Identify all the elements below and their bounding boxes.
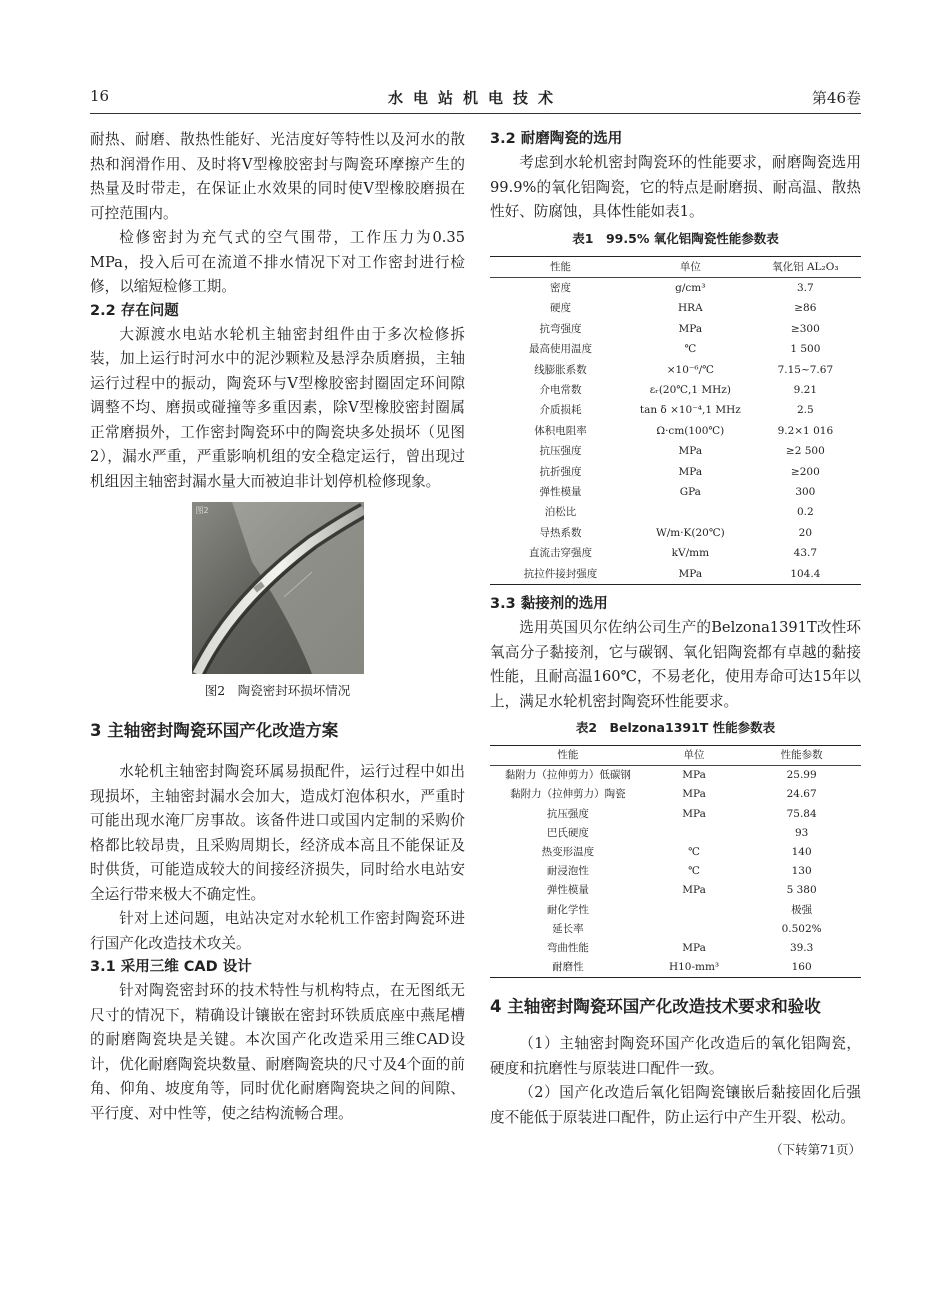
table-cell: 泊松比 [544, 506, 577, 519]
table-cell: MPa [682, 807, 706, 820]
table-row [490, 881, 861, 900]
table-cell: 体积电阻率 [534, 424, 587, 437]
paragraph: （2）国产化改造后氧化铝陶瓷镶嵌后黏接固化后强度不能低于原装进口配件，防止运行中产生开裂、松动。 [490, 1084, 861, 1126]
table-cell: 9.21 [793, 383, 818, 396]
table-cell [646, 824, 742, 843]
table-row [490, 339, 861, 359]
table-cell: 耐浸泡性 [546, 865, 589, 878]
table-row [490, 920, 861, 939]
table-row [490, 360, 861, 380]
table-cell: 3.7 [796, 281, 814, 294]
table-cell: 0.2 [796, 506, 814, 519]
table-cell: 抗压强度 [539, 445, 582, 458]
table-cell: kV/mm [671, 547, 710, 560]
table-cell: 2.5 [796, 404, 814, 417]
table-cell: g/cm³ [675, 281, 706, 294]
table-cell: 最高使用温度 [528, 343, 592, 356]
table-cell: MPa [682, 884, 706, 897]
section-heading-2-2: 2.2 存在问题 [90, 302, 179, 319]
table-cell [631, 502, 750, 522]
table-row [490, 939, 861, 958]
table-cell: 1 500 [790, 343, 821, 356]
table-cell: 抗压强度 [546, 807, 589, 820]
table-header: 性能参数 [780, 749, 823, 761]
section-heading-3-3: 3.3 黏接剂的选用 [490, 596, 608, 612]
table-cell: 弹性模量 [539, 485, 582, 498]
table-row [490, 824, 861, 843]
table-cell: MPa [678, 465, 703, 478]
table-header: 氧化铝 AL₂O₃ [772, 260, 839, 273]
volume-number: 第46卷 [811, 89, 861, 107]
table-header: 单位 [683, 749, 705, 761]
table-cell [646, 920, 742, 939]
table-cell: 线膨胀系数 [534, 363, 587, 376]
table-cell: 弹性模量 [546, 884, 589, 897]
table-row [490, 298, 861, 318]
table-row [490, 862, 861, 881]
left-column [90, 128, 465, 1126]
table-cell: MPa [682, 788, 706, 801]
right-column [490, 128, 861, 1158]
table-row [490, 502, 861, 522]
table-cell: 104.4 [790, 567, 821, 580]
table-cell: 0.502% [781, 922, 822, 935]
table-row [490, 277, 861, 298]
table-belzona-properties [490, 745, 861, 978]
table-row [490, 785, 861, 804]
header-rule [90, 113, 861, 114]
paragraph: 检修密封为充气式的空气围带，工作压力为0.35 MPa，投入后可在流道不排水情况下对工作密封进行检修，以缩短检修工期。 [90, 229, 465, 295]
table-cell: 300 [795, 485, 816, 498]
table-header: 单位 [679, 260, 701, 273]
table-cell: 热变形温度 [541, 846, 595, 859]
table-cell: 抗拉件接封强度 [523, 567, 598, 580]
table-cell: 极强 [791, 903, 813, 916]
table-cell: ×10⁻⁶/℃ [666, 363, 714, 376]
table-cell: 130 [791, 865, 812, 878]
table1-caption: 表1 99.5% 氧化铝陶瓷性能参数表 [572, 230, 779, 246]
table-cell: 160 [791, 961, 812, 974]
figure-ceramic-ring-photo [192, 502, 364, 674]
section-heading-3-1: 3.1 采用三维 CAD 设计 [90, 959, 252, 975]
table-cell: ≥300 [790, 322, 820, 335]
figure-caption: 图2 陶瓷密封环损坏情况 [204, 683, 351, 698]
table-cell: 43.7 [793, 547, 818, 560]
table-cell: 巴氏硬度 [546, 826, 589, 839]
table-row [490, 319, 861, 339]
table-cell: 24.67 [786, 788, 817, 801]
table-cell: GPa [679, 485, 701, 498]
table-cell: ≥86 [794, 302, 817, 315]
table-cell: 抗弯强度 [539, 322, 582, 335]
table-cell: ℃ [688, 865, 700, 878]
photo-illustration [192, 502, 364, 674]
table-cell: 140 [791, 846, 812, 859]
table-cell: Ω·cm(100℃) [656, 424, 725, 437]
table-row [490, 564, 861, 585]
journal-title: 水电站机电技术 [387, 89, 563, 107]
table-cell: 9.2×1 016 [777, 424, 834, 437]
table-cell: 黏附力（拉伸剪力）陶瓷 [510, 788, 626, 801]
paragraph: 水轮机主轴密封陶瓷环属易损配件，运行过程中如出现损坏，主轴密封漏水会加大，造成灯泡体积水，严重时可能出现水淹厂房事故。该备件进口或国内定制的采购价格都比较昂贵，且采购周期长，经济成本高且不能保证及时供货，可能造成较大的间接经济损失，同时给水电站安全运行带来极大不确定性。 [90, 763, 465, 903]
page-header [90, 87, 861, 109]
table-cell: 延长率 [552, 922, 584, 935]
table-cell: 介电常数 [539, 383, 582, 396]
table-cell: 7.15~7.67 [777, 363, 834, 376]
table-cell: MPa [678, 567, 703, 580]
table-cell: 弯曲性能 [546, 942, 589, 955]
table-cell: HRA [678, 302, 703, 315]
table-header: 性能 [557, 749, 579, 761]
table-cell: tan δ ×10⁻⁴,1 MHz [639, 404, 741, 417]
table-cell: MPa [678, 445, 703, 458]
table-cell: 介质损耗 [539, 404, 582, 417]
table-cell: 5 380 [786, 884, 817, 897]
paragraph: 针对上述问题，电站决定对水轮机工作密封陶瓷环进行国产化改造技术攻关。 [90, 910, 465, 952]
section-heading-4: 4 主轴密封陶瓷环国产化改造技术要求和验收 [490, 997, 821, 1017]
table-cell: 导热系数 [539, 526, 582, 539]
table-cell: 75.84 [786, 807, 817, 820]
table-cell: ≥2 500 [785, 445, 825, 458]
figure-inset-label: 图2 [195, 506, 209, 515]
table-cell: 密度 [549, 281, 571, 294]
table-cell: 耐化学性 [546, 903, 589, 916]
paragraph: 针对陶瓷密封环的技术特性与机构特点，在无图纸无尺寸的情况下，精确设计镶嵌在密封环铁质底座中燕尾槽的耐磨陶瓷块是关键。本次国产化改造采用三维CAD设计，优化耐磨陶瓷块数量、耐磨陶瓷块的尺寸及4个面的前角、仰角、坡度角等，同时优化耐磨陶瓷块之间的间隙、平行度、对中性等，使之结构流畅合理。 [90, 982, 465, 1122]
table-row [490, 421, 861, 441]
table-row [490, 462, 861, 482]
paragraph: 考虑到水轮机密封陶瓷环的性能要求，耐磨陶瓷选用99.9%的氧化铝陶瓷，它的特点是耐磨损、耐高温、散热性好、防腐蚀，具体性能如表1。 [490, 154, 861, 220]
table-row [490, 958, 861, 978]
table-cell: ≥200 [790, 465, 820, 478]
table-row [490, 400, 861, 420]
paragraph: 大源渡水电站水轮机主轴密封组件由于多次检修拆装，加上运行时河水中的泥沙颗粒及悬浮杂质磨损，主轴运行过程中的振动，陶瓷环与V型橡胶密封圈固定环间隙调整不均、磨损或碰撞等多重因素，除V型橡胶密封圈属正常磨损外，工作密封陶瓷环中的陶瓷块多处损坏（见图2），漏水严重，严重影响机组的安全稳定运行，曾出现过机组因主轴密封漏水量大而被迫非计划停机检修现象。 [90, 325, 465, 490]
table-cell: 直流击穿强度 [528, 547, 592, 560]
table2-caption: 表2 Belzona1391T 性能参数表 [575, 720, 776, 735]
table-cell: MPa [682, 942, 706, 955]
table-row [490, 766, 861, 786]
table-cell: 93 [794, 826, 809, 839]
table-cell: ℃ [684, 343, 697, 356]
section-heading-3: 3 主轴密封陶瓷环国产化改造方案 [90, 721, 339, 740]
table-alumina-properties [490, 256, 861, 586]
table-row [490, 901, 861, 920]
table-cell: 耐磨性 [552, 961, 584, 974]
table-cell: MPa [678, 322, 703, 335]
table-row [490, 805, 861, 824]
table-row [490, 441, 861, 461]
table-cell: 25.99 [786, 769, 817, 782]
page-number: 16 [90, 87, 110, 105]
table-cell: 20 [798, 526, 813, 539]
paragraph: 耐热、耐磨、散热性能好、光洁度好等特性以及河水的散热和润滑作用、及时将V型橡胶密封与陶瓷环摩擦产生的热量及时带走，在保证止水效果的同时使V型橡胶磨损在可控范围内。 [90, 131, 465, 222]
table-cell: 39.3 [789, 942, 814, 955]
table-cell: 黏附力（拉伸剪力）低碳钢 [504, 769, 631, 782]
table-row [490, 543, 861, 563]
continued-note: （下转第71页） [770, 1142, 861, 1158]
table-cell: W/m·K(20℃) [655, 526, 725, 539]
table-cell: εᵣ(20℃,1 MHz) [649, 383, 731, 396]
table-cell: ℃ [688, 846, 700, 859]
table-cell: H10-mm³ [668, 961, 720, 974]
table-row [490, 523, 861, 543]
paragraph: 选用英国贝尔佐纳公司生产的Belzona1391T改性环氧高分子黏接剂，它与碳钢、氧化铝陶瓷都有卓越的黏接性能，且耐高温160℃，不易老化，使用寿命可达15年以上，满足水轮机密封陶瓷环性能要求。 [490, 619, 861, 710]
table-row [490, 380, 861, 400]
paragraph: （1）主轴密封陶瓷环国产化改造后的氧化铝陶瓷，硬度和抗磨性与原装进口配件一致。 [490, 1035, 861, 1077]
table-row [490, 482, 861, 502]
section-heading-3-2: 3.2 耐磨陶瓷的选用 [490, 131, 623, 147]
table-header: 性能 [549, 260, 571, 273]
table-cell: 硬度 [549, 302, 571, 315]
table-cell [646, 901, 742, 920]
table-cell: 抗折强度 [539, 465, 582, 478]
table-cell: MPa [682, 769, 706, 782]
table-row [490, 843, 861, 862]
